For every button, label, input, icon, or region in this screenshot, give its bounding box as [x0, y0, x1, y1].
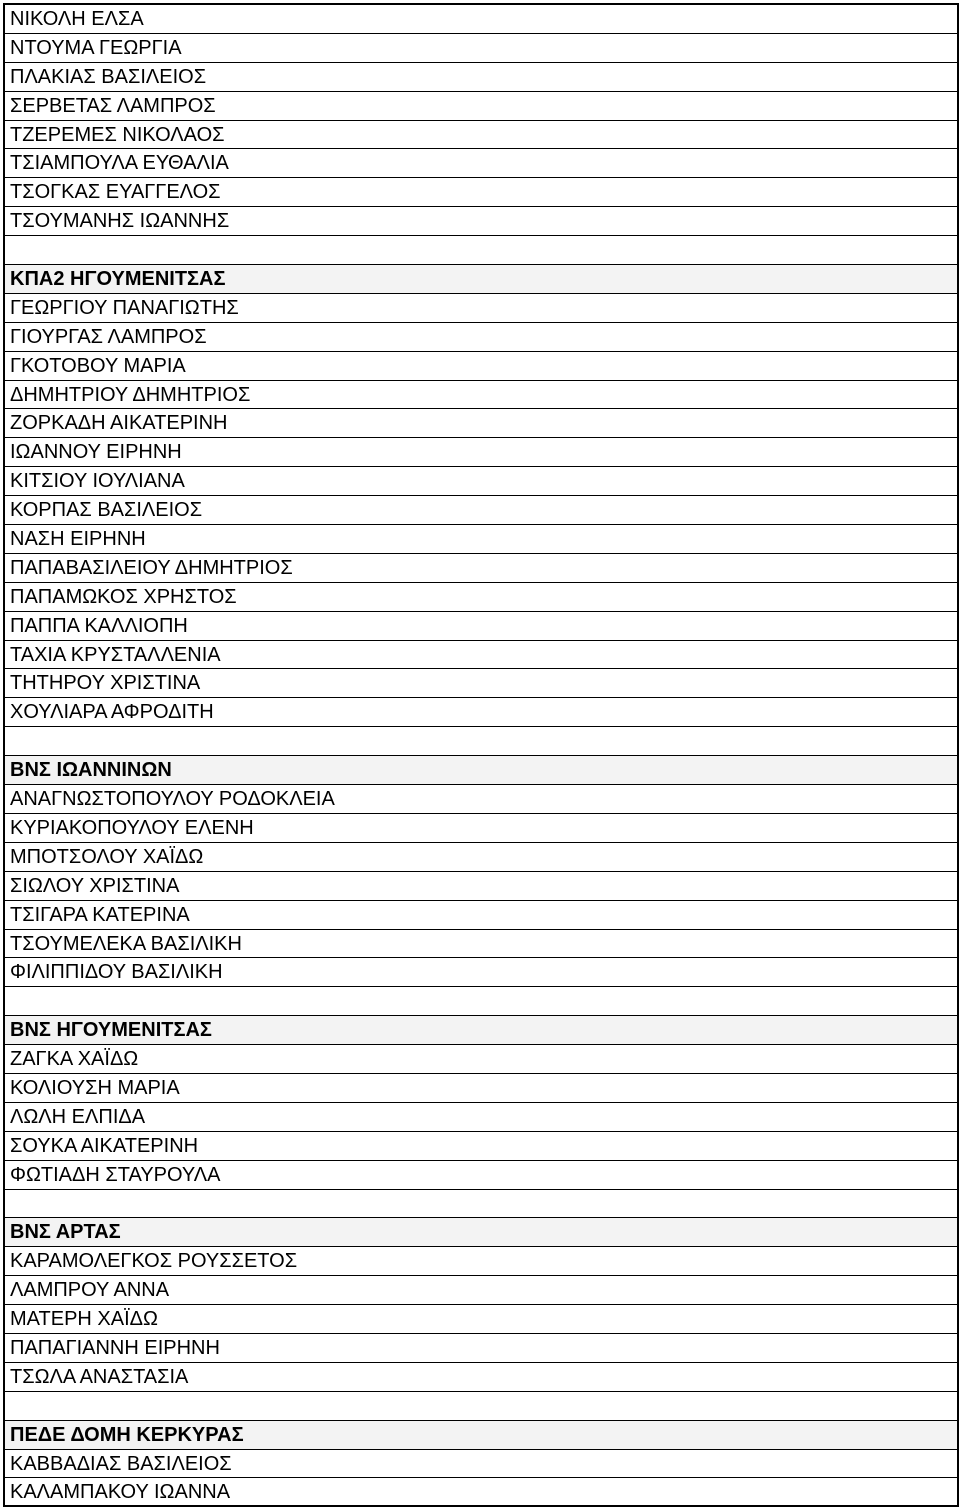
name-row: ΤΣΟΥΜΕΛΕΚΑ ΒΑΣΙΛΙΚΗ — [5, 930, 957, 959]
section-header: ΒΝΣ ΗΓΟΥΜΕΝΙΤΣΑΣ — [5, 1016, 957, 1045]
name-row: ΚΙΤΣΙΟΥ ΙΟΥΛΙΑΝΑ — [5, 467, 957, 496]
name-row: ΠΑΠΑΓΙΑΝΝΗ ΕΙΡΗΝΗ — [5, 1334, 957, 1363]
section-header: ΚΠΑ2 ΗΓΟΥΜΕΝΙΤΣΑΣ — [5, 265, 957, 294]
name-row: ΤΖΕΡΕΜΕΣ ΝΙΚΟΛΑΟΣ — [5, 121, 957, 150]
name-row: ΤΣΙΓΑΡΑ ΚΑΤΕΡΙΝΑ — [5, 901, 957, 930]
blank-row — [5, 1190, 957, 1219]
name-row: ΛΩΛΗ ΕΛΠΙΔΑ — [5, 1103, 957, 1132]
name-row: ΝΙΚΟΛΗ ΕΛΣΑ — [5, 5, 957, 34]
name-row: ΠΛΑΚΙΑΣ ΒΑΣΙΛΕΙΟΣ — [5, 63, 957, 92]
name-row: ΤΣΙΑΜΠΟΥΛΑ ΕΥΘΑΛΙΑ — [5, 149, 957, 178]
blank-row — [5, 727, 957, 756]
name-row: ΤΗΤΗΡΟΥ ΧΡΙΣΤΙΝΑ — [5, 669, 957, 698]
name-row: ΧΟΥΛΙΑΡΑ ΑΦΡΟΔΙΤΗ — [5, 698, 957, 727]
name-row: ΓΕΩΡΓΙΟΥ ΠΑΝΑΓΙΩΤΗΣ — [5, 294, 957, 323]
name-row: ΠΑΠΑΜΩΚΟΣ ΧΡΗΣΤΟΣ — [5, 583, 957, 612]
name-row: ΙΩΑΝΝΟΥ ΕΙΡΗΝΗ — [5, 438, 957, 467]
name-row: ΚΟΡΠΑΣ ΒΑΣΙΛΕΙΟΣ — [5, 496, 957, 525]
name-row: ΠΑΠΑΒΑΣΙΛΕΙΟΥ ΔΗΜΗΤΡΙΟΣ — [5, 554, 957, 583]
name-row: ΚΥΡΙΑΚΟΠΟΥΛΟΥ ΕΛΕΝΗ — [5, 814, 957, 843]
name-row: ΦΩΤΙΑΔΗ ΣΤΑΥΡΟΥΛΑ — [5, 1161, 957, 1190]
name-row: ΖΑΓΚΑ ΧΑΪΔΩ — [5, 1045, 957, 1074]
name-row: ΝΤΟΥΜΑ ΓΕΩΡΓΙΑ — [5, 34, 957, 63]
name-row: ΣΟΥΚΑ ΑΙΚΑΤΕΡΙΝΗ — [5, 1132, 957, 1161]
name-list-table — [3, 3, 959, 1507]
name-row: ΤΣΟΥΜΑΝΗΣ ΙΩΑΝΝΗΣ — [5, 207, 957, 236]
name-row: ΠΑΠΠΑ ΚΑΛΛΙΟΠΗ — [5, 612, 957, 641]
name-row: ΚΑΛΑΜΠΑΚΟΥ ΙΩΑΝΝΑ — [5, 1478, 957, 1507]
name-row: ΦΙΛΙΠΠΙΔΟΥ ΒΑΣΙΛΙΚΗ — [5, 958, 957, 987]
section-header: ΒΝΣ ΑΡΤΑΣ — [5, 1218, 957, 1247]
name-row: ΣΕΡΒΕΤΑΣ ΛΑΜΠΡΟΣ — [5, 92, 957, 121]
blank-row — [5, 1392, 957, 1421]
name-row: ΤΣΟΓΚΑΣ ΕΥΑΓΓΕΛΟΣ — [5, 178, 957, 207]
name-row: ΝΑΣΗ ΕΙΡΗΝΗ — [5, 525, 957, 554]
name-row: ΜΠΟΤΣΟΛΟΥ ΧΑΪΔΩ — [5, 843, 957, 872]
name-row: ΓΙΟΥΡΓΑΣ ΛΑΜΠΡΟΣ — [5, 323, 957, 352]
name-row: ΤΑΧΙΑ ΚΡΥΣΤΑΛΛΕΝΙΑ — [5, 641, 957, 670]
section-header: ΠΕΔΕ ΔΟΜΗ ΚΕΡΚΥΡΑΣ — [5, 1421, 957, 1450]
name-row: ΑΝΑΓΝΩΣΤΟΠΟΥΛΟΥ ΡΟΔΟΚΛΕΙΑ — [5, 785, 957, 814]
blank-row — [5, 987, 957, 1016]
name-row: ΔΗΜΗΤΡΙΟΥ ΔΗΜΗΤΡΙΟΣ — [5, 381, 957, 410]
name-row: ΖΟΡΚΑΔΗ ΑΙΚΑΤΕΡΙΝΗ — [5, 409, 957, 438]
name-row: ΚΑΒΒΑΔΙΑΣ ΒΑΣΙΛΕΙΟΣ — [5, 1450, 957, 1479]
name-row: ΤΣΩΛΑ ΑΝΑΣΤΑΣΙΑ — [5, 1363, 957, 1392]
blank-row — [5, 236, 957, 265]
name-row: ΚΑΡΑΜΟΛΕΓΚΟΣ ΡΟΥΣΣΕΤΟΣ — [5, 1247, 957, 1276]
section-header: ΒΝΣ ΙΩΑΝΝΙΝΩΝ — [5, 756, 957, 785]
name-row: ΓΚΟΤΟΒΟΥ ΜΑΡΙΑ — [5, 352, 957, 381]
name-row: ΚΟΛΙΟΥΣΗ ΜΑΡΙΑ — [5, 1074, 957, 1103]
name-row: ΛΑΜΠΡΟΥ ΑΝΝΑ — [5, 1276, 957, 1305]
name-row: ΣΙΩΛΟΥ ΧΡΙΣΤΙΝΑ — [5, 872, 957, 901]
name-row: ΜΑΤΕΡΗ ΧΑΪΔΩ — [5, 1305, 957, 1334]
